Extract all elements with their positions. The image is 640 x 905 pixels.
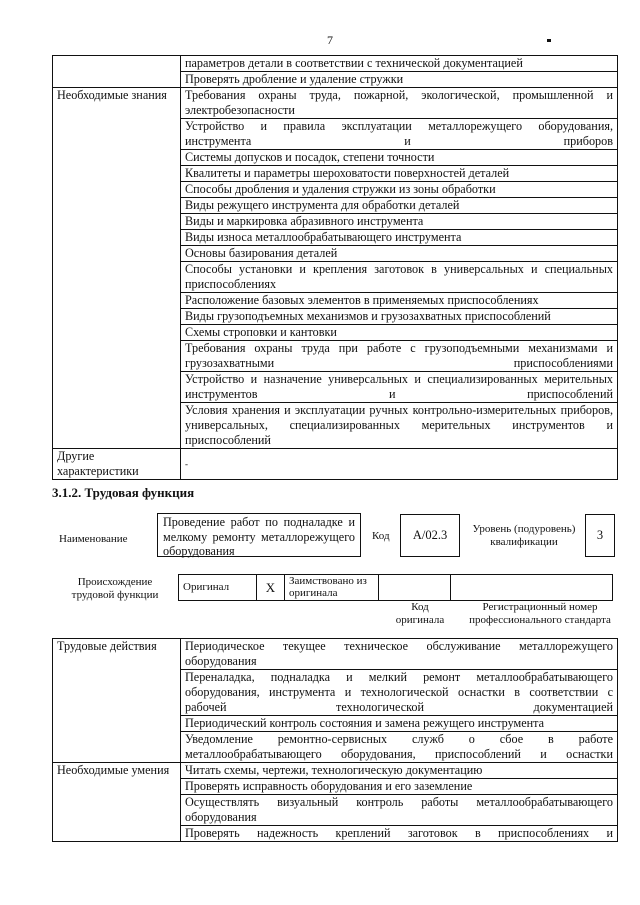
scan-dot: [547, 39, 551, 42]
function-name-box: [157, 513, 361, 557]
level-value: 3: [596, 528, 604, 542]
action-item: Переналадка, подналадка и мелкий ремонт металлообрабатывающего оборудования, инструмента и технологической оснастки в соответствии с рабочей технологической документацией: [181, 670, 618, 716]
table-row: [53, 639, 618, 670]
reg-number-cell: [451, 575, 613, 601]
knowledge-item: Устройство и правила эксплуатации металлорежущего оборудования, инструмента и приборов: [181, 119, 618, 150]
other-characteristics-label: Другие характеристики: [53, 449, 181, 480]
knowledge-item: Виды и маркировка абразивного инструмента: [181, 214, 618, 230]
origin-label: Происхождение трудовой функции: [71, 576, 159, 601]
level-box: [585, 514, 615, 557]
code-original-caption: Код оригинала: [395, 601, 445, 626]
level-label: Уровень (подуровень) квалификации: [472, 523, 576, 548]
knowledge-item: Схемы строповки и кантовки: [181, 325, 618, 341]
table-row: [53, 449, 618, 480]
knowledge-item: Квалитеты и параметры шероховатости поверхностей деталей: [181, 166, 618, 182]
code-box: [400, 514, 460, 557]
code-label: Код: [372, 530, 390, 542]
skill-item: Читать схемы, чертежи, технологическую документацию: [181, 763, 618, 779]
table-row: [53, 56, 618, 72]
table-row: [53, 763, 618, 779]
skill-item: Осуществлять визуальный контроль работы металлообрабатывающего оборудования: [181, 795, 618, 826]
labor-actions-label: Трудовые действия: [53, 639, 181, 763]
action-item: Уведомление ремонтно-сервисных служб о сбое в работе металлообрабатывающего оборудования, приспособлений и оснастки: [181, 732, 618, 763]
knowledge-item: Способы установки и крепления заготовок в универсальных и специальных приспособлениях: [181, 262, 618, 293]
original-mark: X: [257, 575, 285, 601]
knowledge-item: Требования охраны труда, пожарной, экологической, промышленной и электробезопасности: [181, 88, 618, 119]
page-number: 7: [327, 33, 333, 47]
required-skills-label: Необходимые умения: [53, 763, 181, 842]
continuation-label-cell: [53, 56, 181, 88]
borrowed-label: Заимствовано из оригинала: [285, 575, 379, 601]
knowledge-label: Необходимые знания: [53, 88, 181, 449]
action-item: Периодический контроль состояния и замена режущего инструмента: [181, 716, 618, 732]
origin-table: [178, 574, 613, 601]
skill-item: Проверять исправность оборудования и его заземление: [181, 779, 618, 795]
actions-table: [52, 638, 618, 842]
section-heading: 3.1.2. Трудовая функция: [52, 485, 195, 500]
knowledge-item: Расположение базовых элементов в применяемых приспособлениях: [181, 293, 618, 309]
knowledge-item: Способы дробления и удаления стружки из зоны обработки: [181, 182, 618, 198]
reg-number-caption: Регистрационный номер профессионального стандарта: [469, 601, 611, 626]
function-name-value: Проведение работ по подналадке и мелкому ремонту металлорежущего оборудования: [163, 515, 355, 558]
knowledge-item: Устройство и назначение универсальных и специализированных мерительных инструментов и приспособлений: [181, 372, 618, 403]
skill-item: Проверять надежность креплений заготовок в приспособлениях и: [181, 826, 618, 842]
knowledge-item: Виды режущего инструмента для обработки деталей: [181, 198, 618, 214]
action-item: Периодическое текущее техническое обслуживание металлорежущего оборудования: [181, 639, 618, 670]
name-label: Наименование: [59, 533, 128, 545]
knowledge-item: Требования охраны труда при работе с грузоподъемными механизмами и грузозахватными приспособлениями: [181, 341, 618, 372]
knowledge-table: [52, 55, 618, 480]
knowledge-item: параметров детали в соответствии с технической документацией: [181, 56, 618, 72]
knowledge-item: Виды грузоподъемных механизмов и грузозахватных приспособлений: [181, 309, 618, 325]
knowledge-item: Основы базирования деталей: [181, 246, 618, 262]
table-row: [53, 88, 618, 119]
knowledge-item: Системы допусков и посадок, степени точности: [181, 150, 618, 166]
other-characteristics-value: -: [181, 449, 618, 480]
knowledge-item: Проверять дробление и удаление стружки: [181, 72, 618, 88]
original-label: Оригинал: [179, 575, 257, 601]
borrowed-code-cell: [379, 575, 451, 601]
code-value: А/02.3: [412, 528, 448, 542]
knowledge-item: Виды износа металлообрабатывающего инструмента: [181, 230, 618, 246]
knowledge-item: Условия хранения и эксплуатации ручных контрольно-измерительных приборов, универсальных, специализированных мерительных инструментов и приспособлений: [181, 403, 618, 449]
